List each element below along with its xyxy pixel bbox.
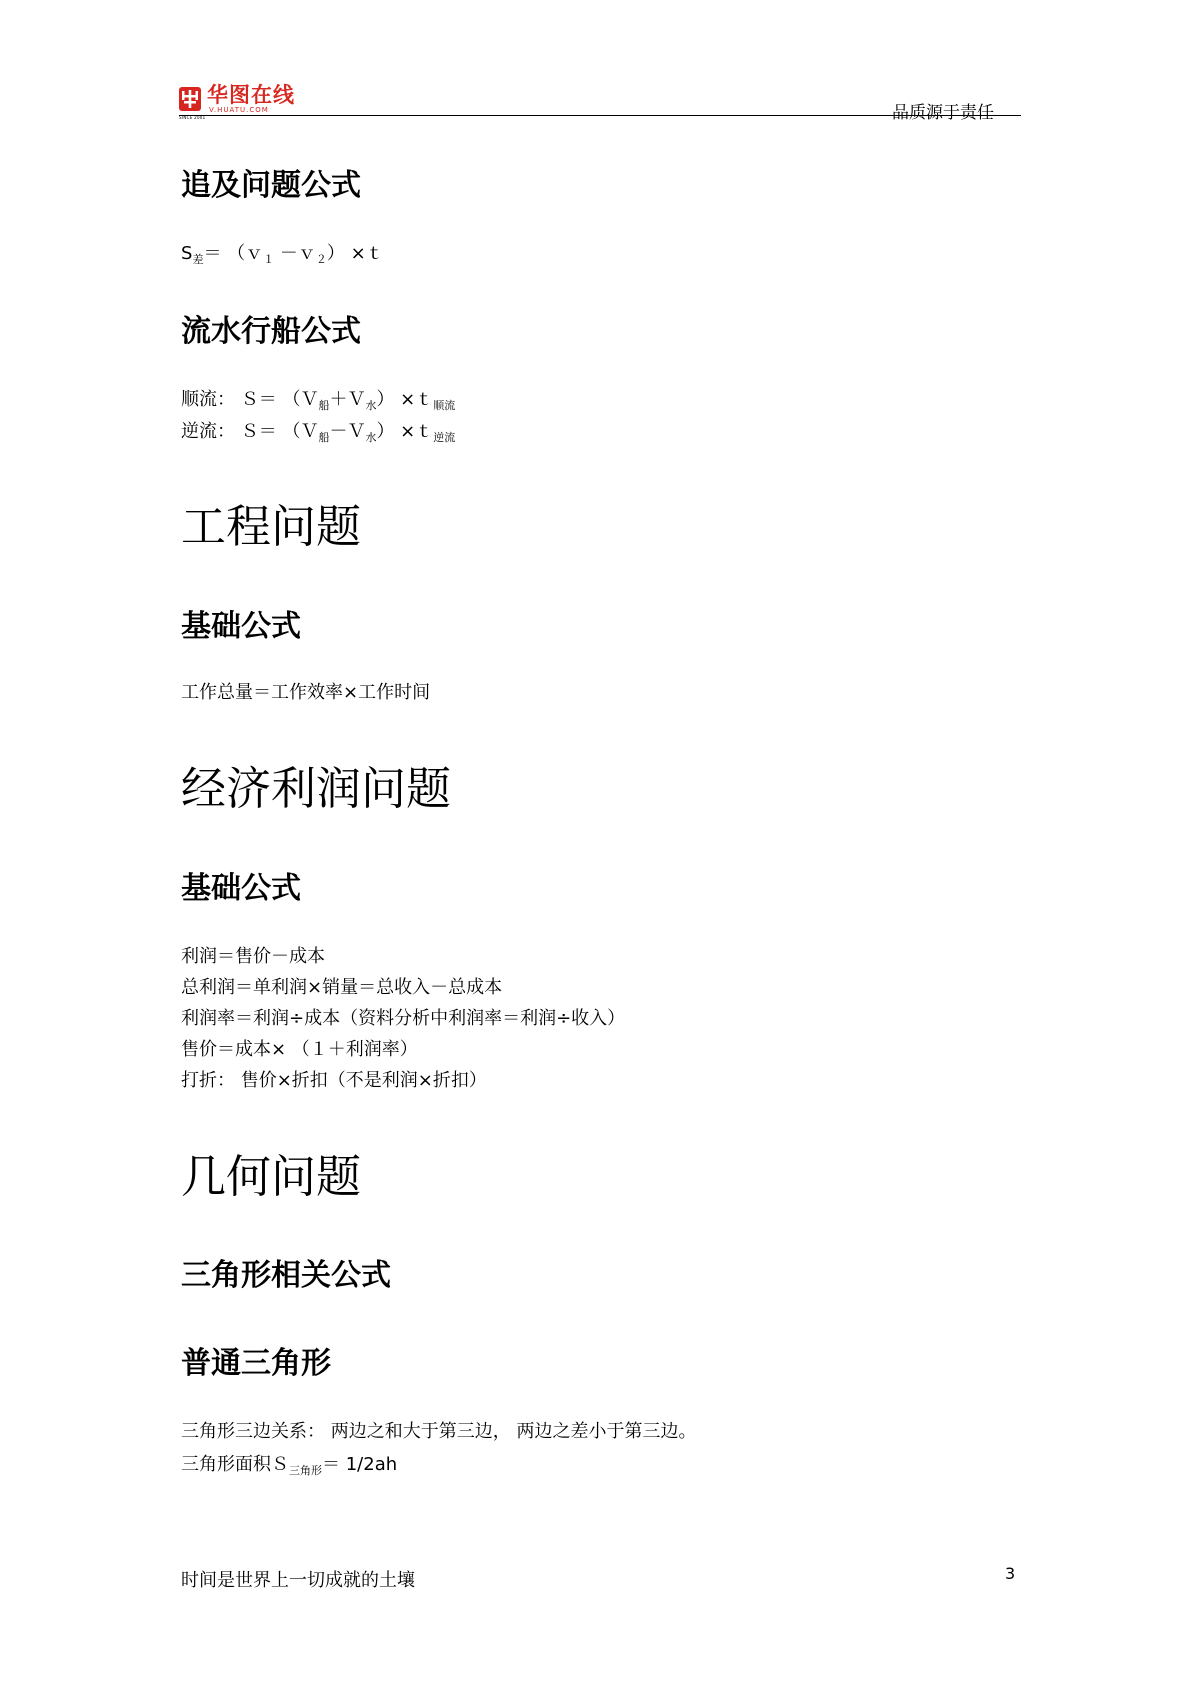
formula-subscript: 逆流 xyxy=(433,431,456,444)
downstream-formula xyxy=(181,385,455,411)
chase-formula xyxy=(181,239,384,265)
profit-line: 打折： 售价×折扣（不是利润×折扣） xyxy=(181,1070,487,1091)
formula-text: －ｖ xyxy=(274,243,316,264)
profit-line: 利润率＝利润÷成本（资料分析中利润率＝利润÷收入） xyxy=(181,1008,626,1029)
logo xyxy=(179,82,295,120)
formula-subscript: 水 xyxy=(365,399,377,412)
header-slogan: 品质源于责任 xyxy=(892,103,994,123)
formula-subscript: 三角形 xyxy=(289,1464,322,1477)
page-number: 3 xyxy=(1005,1564,1016,1583)
profit-line: 总利润＝单利润×销量＝总收入－总成本 xyxy=(181,977,503,998)
triangle-side-relation: 三角形三边关系： 两边之和大于第三边， 两边之差小于第三边。 xyxy=(181,1421,697,1442)
formula-text: Ｓ＝ （Ｖ xyxy=(235,389,319,410)
formula-text: ＋Ｖ xyxy=(329,389,366,410)
formula-subscript: １ xyxy=(263,253,275,266)
formula-text: S xyxy=(181,243,193,264)
formula-text: ＝ （ｖ xyxy=(203,243,264,264)
profit-title: 经济利润问题 xyxy=(181,762,452,815)
logo-url: V.HUATU.COM xyxy=(209,105,269,114)
engineering-formula: 工作总量＝工作效率×工作时间 xyxy=(181,682,431,703)
header-rule xyxy=(179,115,1021,116)
geometry-title: 几何问题 xyxy=(181,1150,362,1203)
normal-triangle-title: 普通三角形 xyxy=(181,1346,331,1381)
huatu-logo-icon xyxy=(179,87,206,120)
formula-subscript: ２ xyxy=(315,253,327,266)
chase-title: 追及问题公式 xyxy=(181,168,361,203)
formula-text: ） ×ｔ xyxy=(376,421,434,442)
formula-text: ） ×ｔ xyxy=(376,389,434,410)
formula-text: Ｓ＝ （Ｖ xyxy=(235,421,319,442)
formula-label: 顺流： xyxy=(181,389,235,410)
formula-subscript: 水 xyxy=(365,431,377,444)
formula-text: －Ｖ xyxy=(329,421,366,442)
formula-subscript: 船 xyxy=(318,431,330,444)
logo-since: SINCE 2001 xyxy=(179,115,206,120)
formula-text: ＝ 1/2ah xyxy=(322,1454,398,1475)
engineering-title: 工程问题 xyxy=(181,500,362,553)
triangle-area-formula xyxy=(181,1450,397,1476)
footer-motto: 时间是世界上一切成就的土壤 xyxy=(181,1570,415,1591)
formula-label: 逆流： xyxy=(181,421,235,442)
formula-text: ） ×ｔ xyxy=(326,243,384,264)
upstream-formula xyxy=(181,417,455,443)
boat-title: 流水行船公式 xyxy=(181,314,361,349)
formula-subscript: 船 xyxy=(318,399,330,412)
engineering-basic-title: 基础公式 xyxy=(181,609,301,644)
profit-basic-title: 基础公式 xyxy=(181,871,301,906)
profit-line: 售价＝成本× （１＋利润率） xyxy=(181,1039,418,1060)
logo-name: 华图在线 xyxy=(207,82,295,107)
profit-line: 利润＝售价－成本 xyxy=(181,946,325,967)
triangle-title: 三角形相关公式 xyxy=(181,1258,391,1293)
formula-subscript: 差 xyxy=(192,253,204,266)
formula-subscript: 顺流 xyxy=(433,399,456,412)
formula-text: 三角形面积Ｓ xyxy=(181,1454,289,1475)
